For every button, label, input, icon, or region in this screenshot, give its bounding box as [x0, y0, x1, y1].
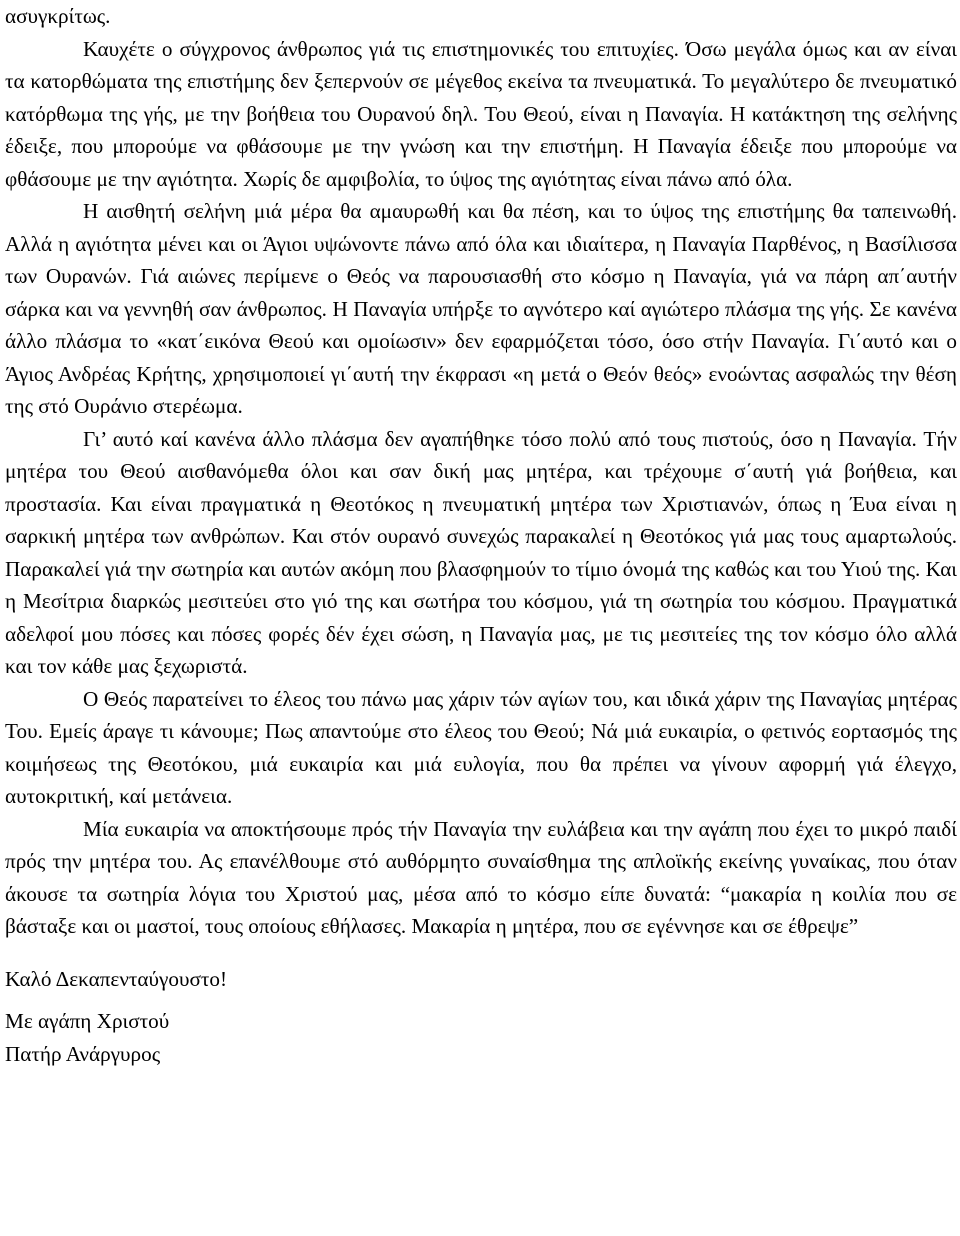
- spacer: [5, 995, 957, 1005]
- paragraph: Μία ευκαιρία να αποκτήσουμε πρός τήν Παναγία την ευλάβεια και την αγάπη που έχει το μικρό παιδί πρός την μητέρα του. Ας επανέλθουμε στό αυθόρμητο συναίσθημα της απλοϊκής εκείνης γυναίκας, που όταν άκουσε τα σωτηρία λόγια του Χριστού μας, μέσα από το κόσμο είπε δυνατά: “μακαρία η κοιλία που σε βάσταξε και οι μαστοί, τους οποίους εθήλασες. Μακαρία η μητέρα, που σε εγέννησε και σε έθρεψε”: [5, 816, 957, 938]
- greeting: Καλό Δεκαπενταύγουστο!: [5, 966, 228, 991]
- paragraph: Καυχέτε ο σύγχρονος άνθρωπος γιά τις επιστημονικές του επιτυχίες. Όσω μεγάλα όμως και αν είναι τα κατορθώματα της επιστήμης δεν ξεπερνούν σε μέγεθος εκείνα τα πνευματικά. Το μεγαλύτερο δε πνευματικό κατόρθωμα της γής, με την βοήθεια του Ουρανού δηλ. Του Θεού, είναι η Παναγία. Η κατάκτηση της σελήνης έδειξε, που μπορούμε να φθάσουμε με την γνώση και την επιστήμη. Η Παναγία έδειξε που μπορούμε να φθάσουμε με την αγιότητα. Χωρίς δε αμφιβολία, το ύψος της αγιότητας είναι πάνω από όλα.: [5, 36, 957, 191]
- paragraph: Ο Θεός παρατείνει το έλεος του πάνω μας χάριν τών αγίων του, και ιδικά χάριν της Παναγίας μητέρας Του. Εμείς άραγε τι κάνουμε; Πως απαντούμε στο έλεος του Θεού; Νά μιά ευκαιρία, ο φετινός εορτασμός της κοιμήσεως της Θεοτόκου, μιά ευκαιρία και μιά ευλογία, που θα πρέπει να γίνουν αφορμή γιά έλεγχο, αυτοκριτική, καί μετάνεια.: [5, 686, 957, 808]
- paragraph: Η αισθητή σελήνη μιά μέρα θα αμαυρωθή και θα πέση, και το ύψος της επιστήμης θα ταπεινωθή. Αλλά η αγιότητα μένει και οι Άγιοι υψώνοντε πάνω από όλα και ιδιαίτερα, η Παναγία Παρθένος, η Βασίλισσα των Ουρανών. Γιά αιώνες περίμενε ο Θεός να παρουσιασθή στο κόσμο η Παναγία, γιά να πάρη απ΄αυτήν σάρκα και να γεννηθή σαν άνθρωπος. Η Παναγία υπήρξε το αγνότερο καί αγιώτερο πλάσμα της γής. Σε κανένα άλλο πλάσμα το «κατ΄εικόνα Θεού και ομοίωσιν» δεν εφαρμόζεται τόσο, όσο στήν Παναγία. Γι΄αυτό και ο Άγιος Ανδρέας Κρήτης, χρησιμοποιεί γι΄αυτή την έκφρασι «η μετά ο Θεόν θεός» ενοώντας ασφαλώς την θέση της στό Ουράνιο στερέωμα.: [5, 199, 957, 418]
- paragraph-fragment: ασυγκρίτως.: [5, 4, 111, 28]
- signature: Πατήρ Ανάργυρος: [5, 1041, 161, 1066]
- spacer: [5, 943, 957, 963]
- signoff: Με αγάπη Χριστού: [5, 1009, 170, 1033]
- document-page: [5, 0, 957, 1070]
- paragraph: Γι’ αυτό καί κανένα άλλο πλάσμα δεν αγαπήθηκε τόσο πολύ από τους πιστούς, όσο η Παναγία. Τήν μητέρα του Θεού αισθανόμεθα όλοι και σαν δική μας μητέρα, και τρέχουμε σ΄αυτή γιά βοήθεια, και προστασία. Και είναι πραγματικά η Θεοτόκος η πνευματική μητέρα των Χριστιανών, όπως η Έυα είναι η σαρκική μητέρα των ανθρώπων. Και στόν ουρανό συνεχώς παρακαλεί η Θεοτόκος γιά μας τους αμαρτωλούς. Παρακαλεί γιά την σωτηρία και αυτών ακόμη που βλασφημούν το τίμιο όνομά της καθώς και του Υιού της. Και η Μεσίτρια διαρκώς μεσιτεύει στο γιό της και σωτήρα του κόσμου, γιά τη σωτηρία του κόσμου. Πραγματικά αδελφοί μου πόσες και πόσες φορές δέν έχει σώση, η Παναγία μας, με τις μεσιτείες της τον κόσμο όλο αλλά και τον κάθε μας ξεχωριστά.: [5, 426, 957, 678]
